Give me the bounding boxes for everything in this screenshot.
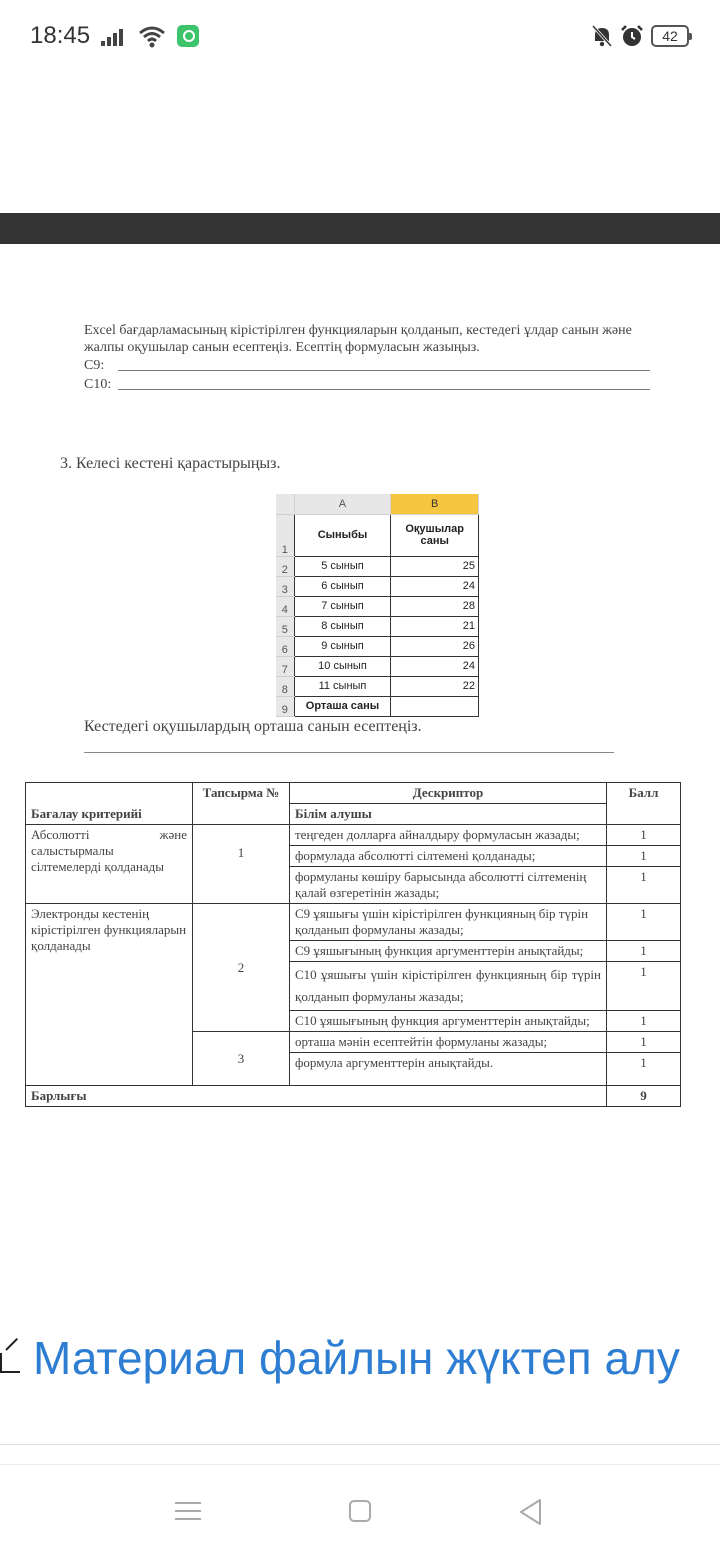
divider [0,1444,720,1445]
ball-value: 1 [607,1011,681,1032]
excel-cell-count: 25 [391,556,479,576]
excel-cell-count: 21 [391,616,479,636]
status-time: 18:45 [30,22,91,49]
excel-col-b: B [391,494,479,514]
criterion-1: Абсолютті және салыстырмалы сілтемелерді қолданады [26,825,193,904]
excel-cell-count: 24 [391,576,479,596]
excel-row [276,576,479,596]
recent-apps-button[interactable] [175,1500,201,1522]
excel-col-a: A [294,494,391,514]
excel-row-number: 6 [276,636,294,656]
excel-row [276,656,479,676]
excel-avg-label: Орташа саны [294,696,391,716]
excel-cell-count: 22 [391,676,479,696]
task-number: 2 [193,904,290,1032]
descriptor: орташа мәнін есептейтін формуланы жазады; [290,1032,607,1053]
question-3: 3. Келесі кестені қарастырыңыз. [60,455,281,472]
ball-value: 1 [607,1053,681,1086]
excel-cell-class: 11 сынып [294,676,391,696]
excel-row-number: 2 [276,556,294,576]
ball-value: 1 [607,904,681,941]
assessment-criteria-table [25,782,680,1107]
header-descriptor: Дескриптор [290,783,607,804]
document-page [0,244,720,1244]
criterion-2: Электронды кестенің кірістірілген функцияларын қолданады [26,904,193,1086]
app-notification-icon [177,25,199,47]
excel-cell-class: 9 сынып [294,636,391,656]
descriptor: формулада абсолютті сілтемені қолданады; [290,846,607,867]
header-ball: Балл [607,783,681,825]
ball-value: 1 [607,825,681,846]
header-task: Тапсырма № [193,783,290,825]
total-value: 9 [607,1086,681,1107]
excel-row-number: 3 [276,576,294,596]
excel-row-number: 8 [276,676,294,696]
excel-cell-class: 5 сынып [294,556,391,576]
descriptor: С9 ұяшығы үшін кірістірілген функцияның бір түрін қолданып формуланы жазады; [290,904,607,941]
divider [0,1464,720,1465]
total-label: Барлығы [26,1086,607,1107]
download-material-label[interactable]: Материал файлын жүктеп алу [33,1332,680,1384]
excel-row-number: 4 [276,596,294,616]
excel-header-b: Оқушылар саны [391,514,479,556]
excel-cell-count: 24 [391,656,479,676]
ball-value: 1 [607,846,681,867]
ball-value: 1 [607,1032,681,1053]
descriptor: С9 ұяшығының функция аргументтерін анықтайды; [290,941,607,962]
descriptor: теңгеден долларға айналдыру формуласын жазады; [290,825,607,846]
answer-rule [84,752,614,753]
excel-row [276,596,479,616]
descriptor: С10 ұяшығының функция аргументтерін анықтайды; [290,1011,607,1032]
descriptor: формула аргументтерін анықтайды. [290,1053,607,1086]
header-learner: Білім алушы [290,804,607,825]
excel-cell-class: 10 сынып [294,656,391,676]
back-button[interactable] [518,1498,544,1526]
status-bar [0,0,720,72]
mute-icon [590,24,614,48]
descriptor: формуланы көшіру барысында абсолютті сілтеменің қалай өзгеретінін жазады; [290,867,607,904]
ball-value: 1 [607,962,681,1011]
task-intro-text: Excel бағдарламасының кірістірілген функцияларын қолданып, кестедегі ұлдар санын және жалпы оқушылар санын есептеңіз. Есептің формуласын жазыңыз. [84,323,632,355]
download-material-link[interactable] [0,1325,720,1395]
task-number: 3 [193,1032,290,1086]
average-question: Кестедегі оқушылардың орташа санын есептеңіз. [84,718,422,735]
ball-value: 1 [607,941,681,962]
excel-cell-count: 28 [391,596,479,616]
excel-row [276,616,479,636]
battery-icon: 42 [651,25,689,47]
excel-row-number: 5 [276,616,294,636]
c10-answer-line [84,377,650,393]
wifi-icon [138,24,166,48]
download-icon [0,1353,20,1373]
home-button[interactable] [349,1500,371,1522]
excel-avg-value [391,696,479,716]
task-number: 1 [193,825,290,904]
excel-row [276,676,479,696]
excel-cell-count: 26 [391,636,479,656]
excel-header-a: Сыныбы [294,514,391,556]
excel-row-number: 1 [276,514,294,556]
excel-table [276,494,479,717]
excel-cell-class: 8 сынып [294,616,391,636]
alarm-icon [620,24,644,48]
ball-value: 1 [607,867,681,904]
c9-answer-line [84,358,650,374]
excel-cell-class: 7 сынып [294,596,391,616]
system-nav-bar [0,1480,720,1560]
signal-icon [101,28,131,46]
descriptor: С10 ұяшығы үшін кірістірілген функцияның бір түрін қолданып формуланы жазады; [290,962,607,1011]
c10-label: C10: [84,377,112,392]
c9-label: C9: [84,358,105,373]
excel-row [276,636,479,656]
excel-row [276,556,479,576]
excel-row-number: 7 [276,656,294,676]
header-criteria: Бағалау критерийі [26,783,193,825]
document-top-band [0,213,720,244]
excel-corner [276,494,294,514]
excel-cell-class: 6 сынып [294,576,391,596]
excel-row-number: 9 [276,696,294,716]
